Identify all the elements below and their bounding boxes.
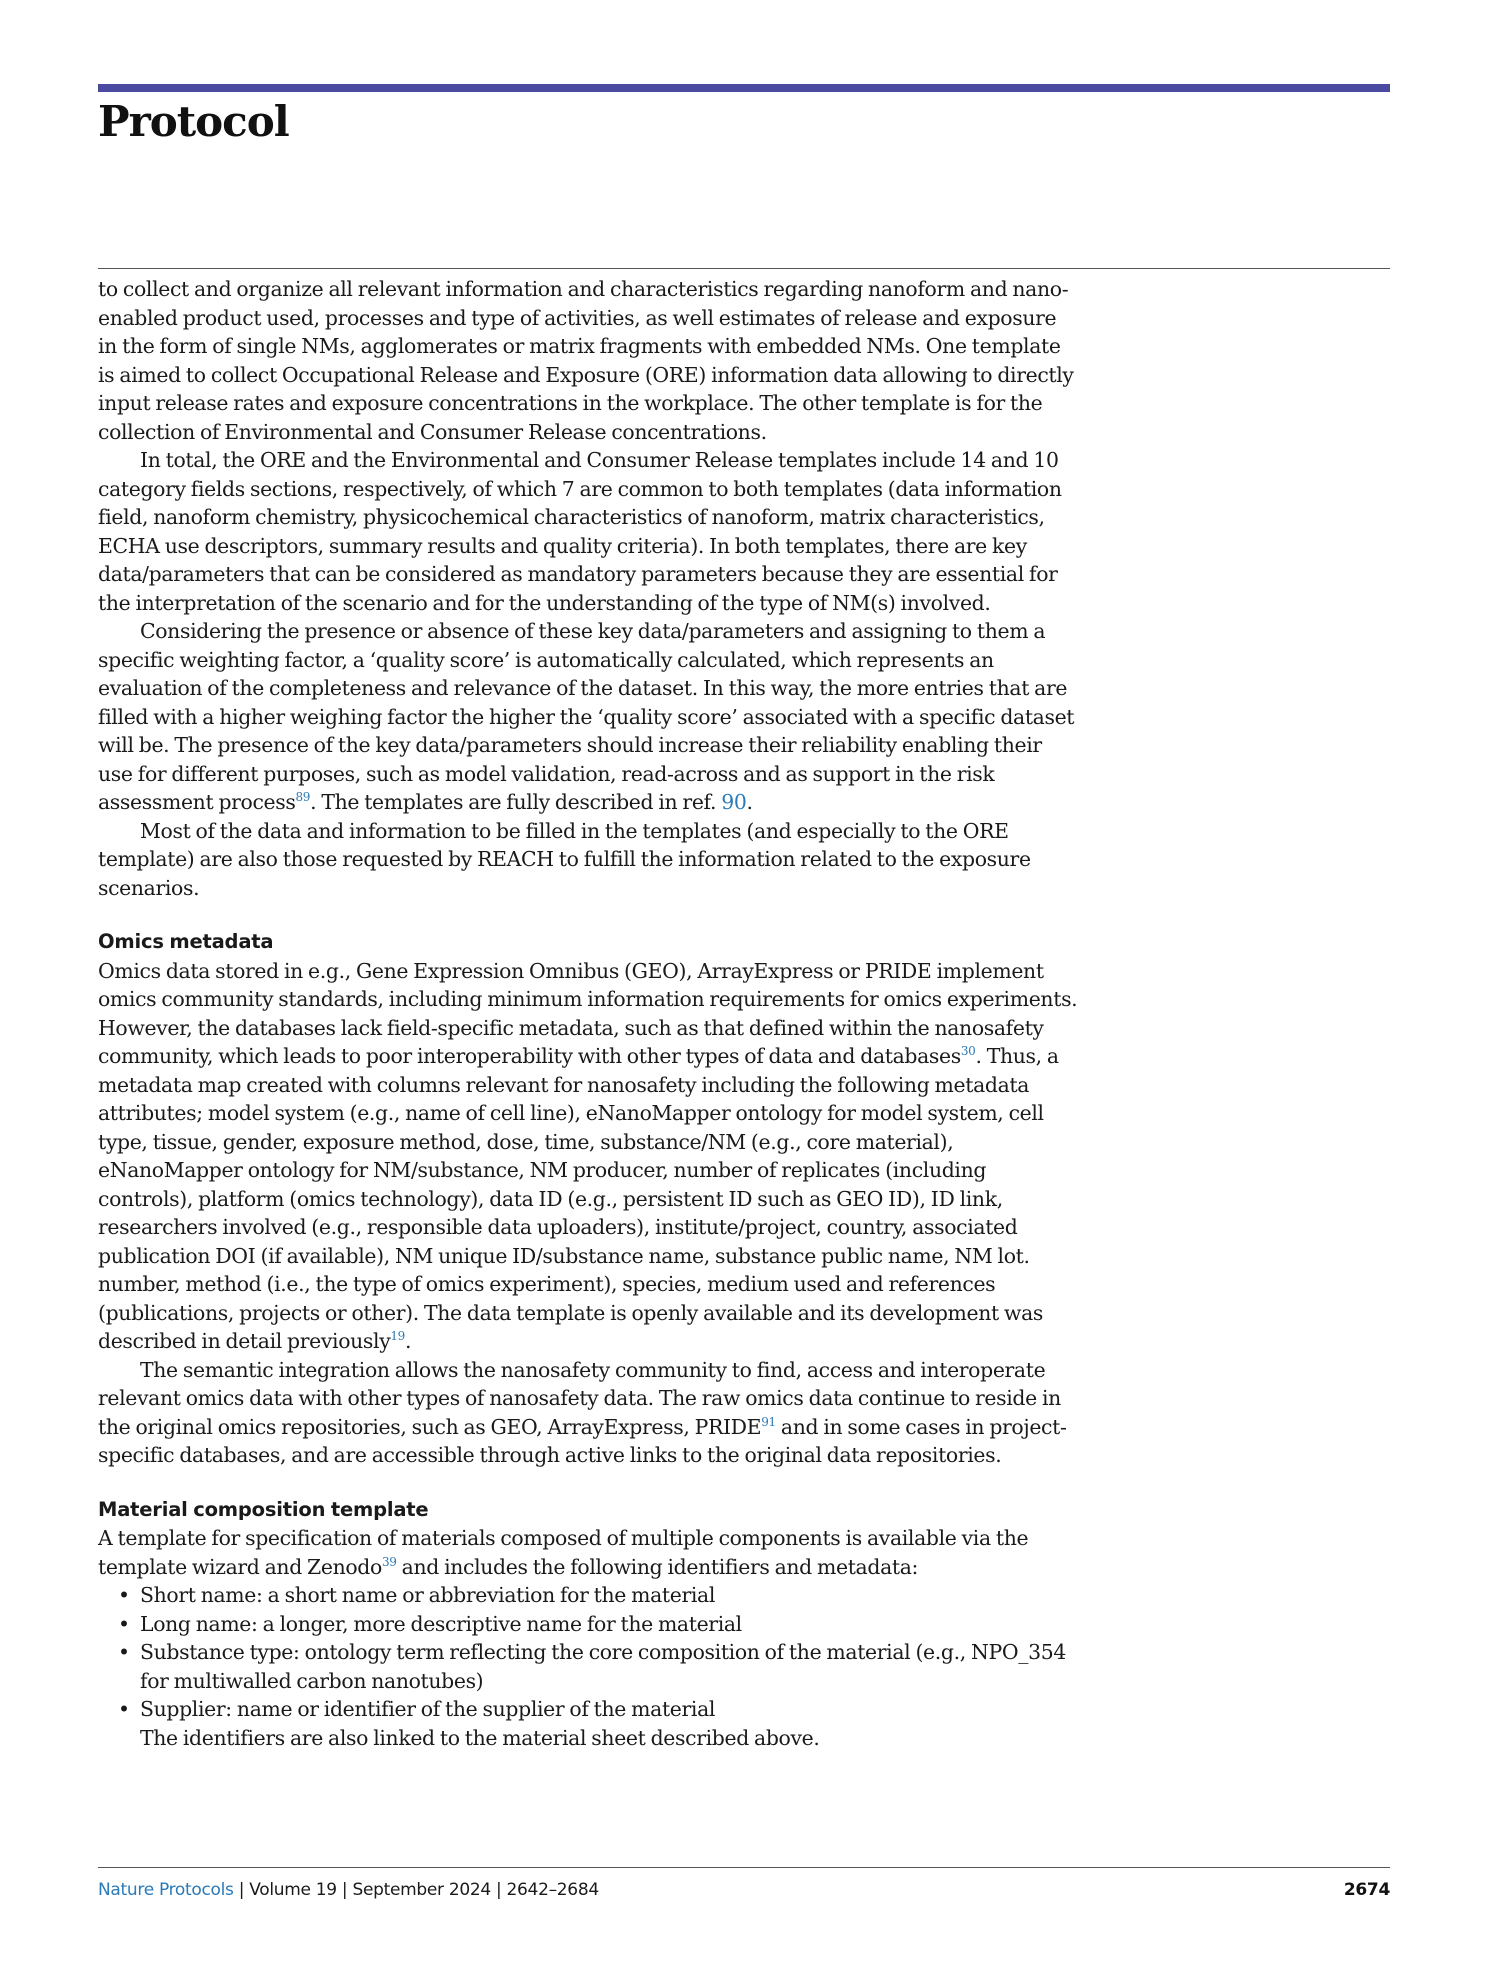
citation-39[interactable]: 39 [381, 1554, 397, 1569]
text-run: The semantic integration allows the nanosafety community to find, access and interoperate relevant omics data with other types of nanosafety data. The raw omics data continue to reside in the original omics repositories, such as GEO, ArrayExpress, PRIDE [98, 1357, 1061, 1439]
paragraph-templates-intro: to collect and organize all relevant information and characteristics regarding nanoform and nano-enabled product used, processes and type of activities, as well estimates of release and exposure in the form of single NMs, agglomerates or matrix fragments with embedded NMs. One template is aimed to collect Occupational Release and Exposure (ORE) information data allowing to directly input release rates and exposure concentrations in the workplace. The other template is for the collection of Environmental and Consumer Release concentrations. [98, 277, 1074, 444]
citation-91[interactable]: 91 [761, 1414, 776, 1429]
text-run: . The templates are fully described in ref. [310, 790, 722, 814]
citation-30[interactable]: 30 [960, 1044, 976, 1058]
list-item: • Supplier: name or identifier of the supplier of the material [118, 1695, 1078, 1724]
content-top-rule [98, 268, 1390, 269]
article-body [98, 275, 1078, 1752]
list-item: • Short name: a short name or abbreviation for the material [118, 1581, 1078, 1610]
text-run: and in some cases in project-specific databases, and are accessible through active links to the original data repositories. [98, 1414, 1067, 1467]
text-run: Considering the presence or absence of these key data/parameters and assigning to them a specific weighting factor, a ‘quality score’ is automatically calculated, which represents an evaluation of the completeness and relevance of the dataset. In this way, the more entries that are filled with a higher weighing factor the higher the ‘quality score’ associated with a specific dataset will be. The presence of the key data/parameters should increase their reliability enabling their use for different purposes, such as model validation, read-across and as support in the risk assessment process [98, 619, 1075, 814]
text-run: A template for specification of materials composed of multiple components is available via the template wizard and Zenodo [98, 1526, 1029, 1579]
citation-19[interactable]: 19 [390, 1329, 405, 1343]
text-run: . [746, 790, 753, 814]
text-run: . Thus, a metadata map created with columns relevant for nanosafety including the following metadata attributes; model system (e.g., name of cell line), eNanoMapper ontology for model system, cell type, tissue, gender, exposure method, dose, time, substance/NM (e.g., core material), eNanoMapper ontology for NM/substance, NM producer, number of replicates (including controls), platform (omics technology), data ID (e.g., persistent ID such as GEO ID), ID link, researchers involved (e.g., responsible data uploaders), institute/project, country, associated publication DOI (if available), NM unique ID/substance name, substance public name, NM lot. number, method (i.e., the type of omics experiment), species, medium used and references (publications, projects or other). The data template is openly available and its development was described in detail previously [98, 1044, 1059, 1353]
identifier-list [98, 1581, 1078, 1724]
text-run: Omics data stored in e.g., Gene Expression Omnibus (GEO), ArrayExpress or PRIDE implement omics community standards, including minimum information requirements for omics experiments. However, the databases lack field-specific metadata, such as that defined within the nanosafety community, which leads to poor interoperability with other types of data and databases [98, 958, 1078, 1068]
page-title: Protocol [98, 97, 289, 146]
footer-rule [98, 1867, 1390, 1868]
paragraph-omics-metadata [98, 957, 1078, 1356]
paragraph-quality-score [98, 617, 1078, 817]
section-heading-omics-metadata: Omics metadata [98, 930, 274, 953]
text-run: and includes the following identifiers and metadata: [396, 1554, 919, 1579]
list-item: • Substance type: ontology term reflecting the core composition of the material (e.g., NPO_354 for multiwalled carbon nanotubes) [118, 1638, 1078, 1695]
list-item: • Long name: a longer, more descriptive name for the material [118, 1610, 1078, 1639]
page-footer [98, 1880, 1390, 1900]
citation-89[interactable]: 89 [295, 790, 311, 804]
header-rule [98, 84, 1390, 92]
page-number: 2674 [1343, 1880, 1390, 1900]
section-heading-material-composition: Material composition template [98, 1497, 429, 1521]
journal-name[interactable]: Nature Protocols [98, 1880, 234, 1900]
paragraph-category-fields: In total, the ORE and the Environmental and Consumer Release templates include 14 and 10 category fields sections, respectively, of which 7 are common to both templates (data information field, nanoform chemistry, physicochemical characteristics of nanoform, matrix characteristics, ECHA use descriptors, summary results and quality criteria). In both templates, there are key data/parameters that can be considered as mandatory parameters because they are essential for the interpretation of the scenario and for the understanding of the type of NM(s) involved. [98, 448, 1062, 615]
paragraph-identifiers-linked: The identifiers are also linked to the material sheet described above. [140, 1725, 820, 1750]
reference-link-90[interactable]: 90 [721, 790, 747, 814]
issue-info: | Volume 19 | September 2024 | 2642–2684 [233, 1880, 599, 1900]
paragraph-semantic-integration [98, 1356, 1078, 1470]
paragraph-material-template [98, 1524, 1078, 1581]
paragraph-reach: Most of the data and information to be filled in the templates (and especially to the ORE template) are also those requested by REACH to fulfill the information related to the exposure scenarios. [98, 818, 1031, 900]
text-run: . [404, 1329, 412, 1353]
